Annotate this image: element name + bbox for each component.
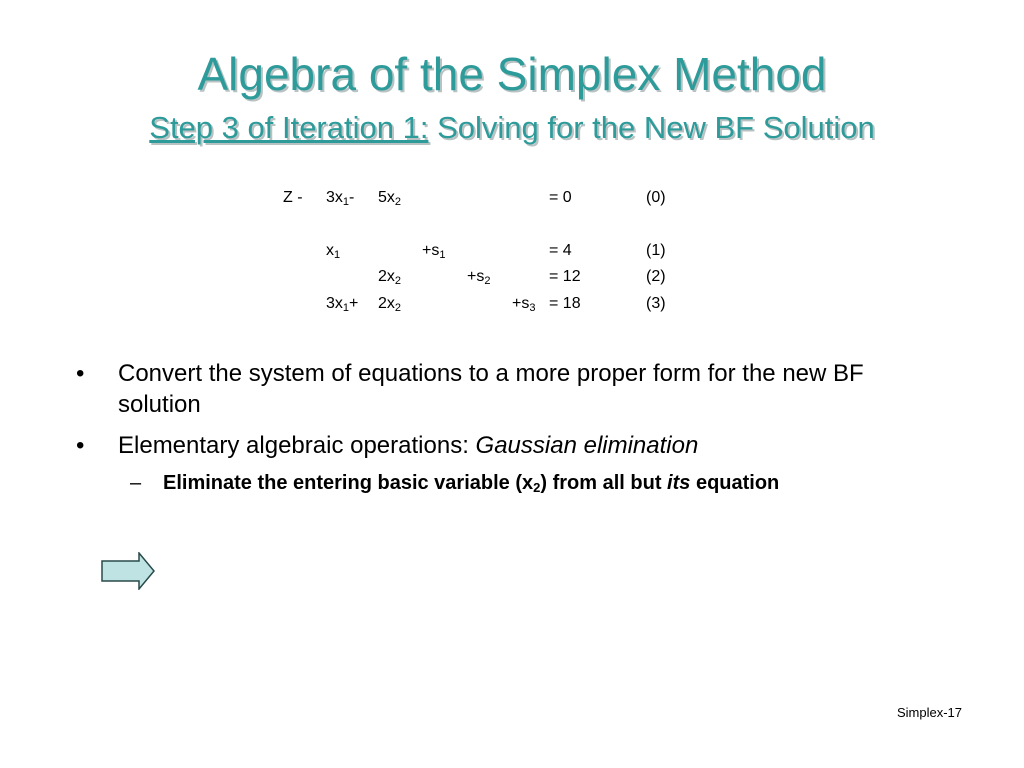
eq0-term1: $3x_1-$: [326, 189, 355, 208]
subtitle-underlined: Step 3 of Iteration 1:: [149, 110, 429, 145]
eq0-label: (0): [646, 189, 666, 206]
eq0-term2: $5x_2$: [378, 189, 402, 208]
slide-title: Algebra of the Simplex Method: [197, 48, 827, 100]
bullet-item: [76, 430, 936, 461]
eq2-slack: $+s_2$: [467, 268, 491, 287]
right-arrow-icon[interactable]: [101, 552, 155, 590]
eq1-rhs: = 4: [549, 242, 572, 259]
bullet-text: Convert the system of equations to a more proper form for the new BF solution: [118, 360, 864, 418]
sub-bullet-item: – Eliminate the entering basic variable $(x_2)$ from all but its equation: [76, 469, 936, 498]
slide-subtitle: [0, 109, 1024, 147]
eq2-rhs: = 12: [549, 268, 581, 285]
bullet-text: Elementary algebraic operations:: [118, 432, 476, 459]
eq2-term2: $2x_2$: [378, 268, 402, 287]
eq0-lhs: Z -: [283, 189, 303, 206]
eq0-rhs: = 0: [549, 189, 572, 206]
sub-bullet-dash: –: [130, 472, 142, 494]
bullet-dot: •: [76, 360, 85, 387]
eq3-rhs: = 18: [549, 295, 581, 312]
eq1-slack: $+s_1$: [422, 242, 446, 261]
bullet-dot: •: [76, 432, 85, 459]
eq3-term1: $3x_1+$: [326, 295, 359, 314]
eq2-label: (2): [646, 268, 666, 285]
sub-bullet-emphasis: its: [667, 472, 691, 494]
eq1-term1: $x_1$: [326, 242, 341, 261]
eq1-label: (1): [646, 242, 666, 259]
subtitle-rest: Solving for the New BF Solution: [428, 110, 875, 145]
eq3-slack: $+s_3$: [512, 295, 536, 314]
slide-number: Simplex-17: [896, 705, 962, 720]
bullet-item: [76, 358, 936, 420]
eq3-label: (3): [646, 295, 666, 312]
bullet-emphasis: Gaussian elimination: [475, 432, 699, 459]
eq3-term2: $2x_2$: [378, 295, 402, 314]
bullet-list: [76, 358, 936, 498]
